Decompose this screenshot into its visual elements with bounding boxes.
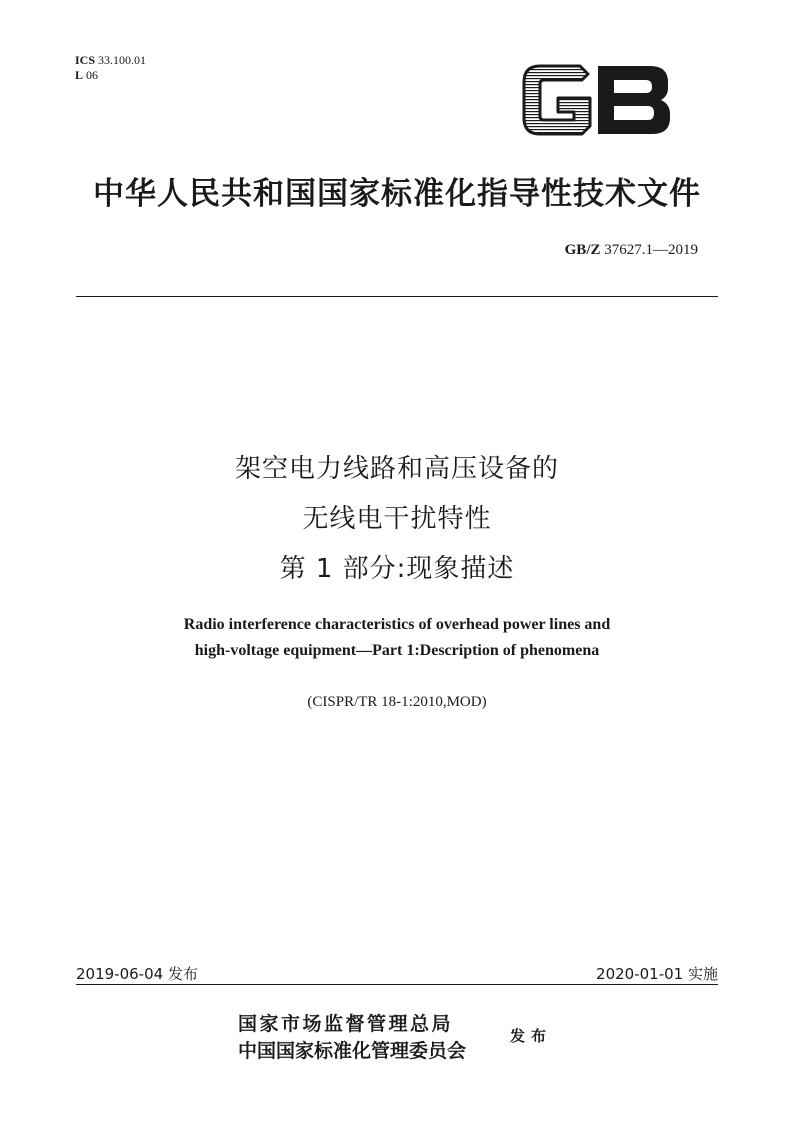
adoption-reference: (CISPR/TR 18-1:2010,MOD) xyxy=(307,694,487,710)
ics-line xyxy=(75,53,146,68)
ccs-code: 06 xyxy=(86,68,99,82)
document-code: 37627.1—2019 xyxy=(604,242,698,258)
gb-logo xyxy=(518,60,676,140)
classification-codes xyxy=(75,53,146,83)
ccs-label: L xyxy=(75,68,84,82)
english-title-line-1: Radio interference characteristics of overhead power lines and xyxy=(183,616,611,633)
bottom-divider xyxy=(76,984,718,985)
document-number xyxy=(565,242,698,259)
issuing-body-title: 中华人民共和国国家标准化指导性技术文件 xyxy=(93,176,701,212)
chinese-title-line-3: 第 1 部分:现象描述 xyxy=(279,554,515,584)
chinese-title-line-2: 无线电干扰特性 xyxy=(302,504,492,534)
issue-date: 2019-06-04 发布 xyxy=(76,965,198,983)
publish-label: 发布 xyxy=(510,1027,553,1045)
issuer-sac: 中国国家标准化管理委员会 xyxy=(238,1040,467,1062)
gb-logo-letter-g xyxy=(524,66,590,134)
issuing-authorities xyxy=(238,1011,466,1065)
ccs-line xyxy=(75,68,146,83)
ics-label: ICS xyxy=(75,53,96,67)
top-divider xyxy=(76,296,718,297)
gb-logo-letter-b xyxy=(598,66,670,134)
implementation-date: 2020-01-01 实施 xyxy=(596,965,718,983)
ics-code: 33.100.01 xyxy=(98,53,147,67)
document-prefix: GB/Z xyxy=(564,242,601,258)
english-title-line-2: high-voltage equipment—Part 1:Description of phenomena xyxy=(194,642,600,659)
issuer-samr: 国家市场监督管理总局 xyxy=(238,1013,454,1035)
chinese-title-line-1: 架空电力线路和高压设备的 xyxy=(234,454,559,484)
